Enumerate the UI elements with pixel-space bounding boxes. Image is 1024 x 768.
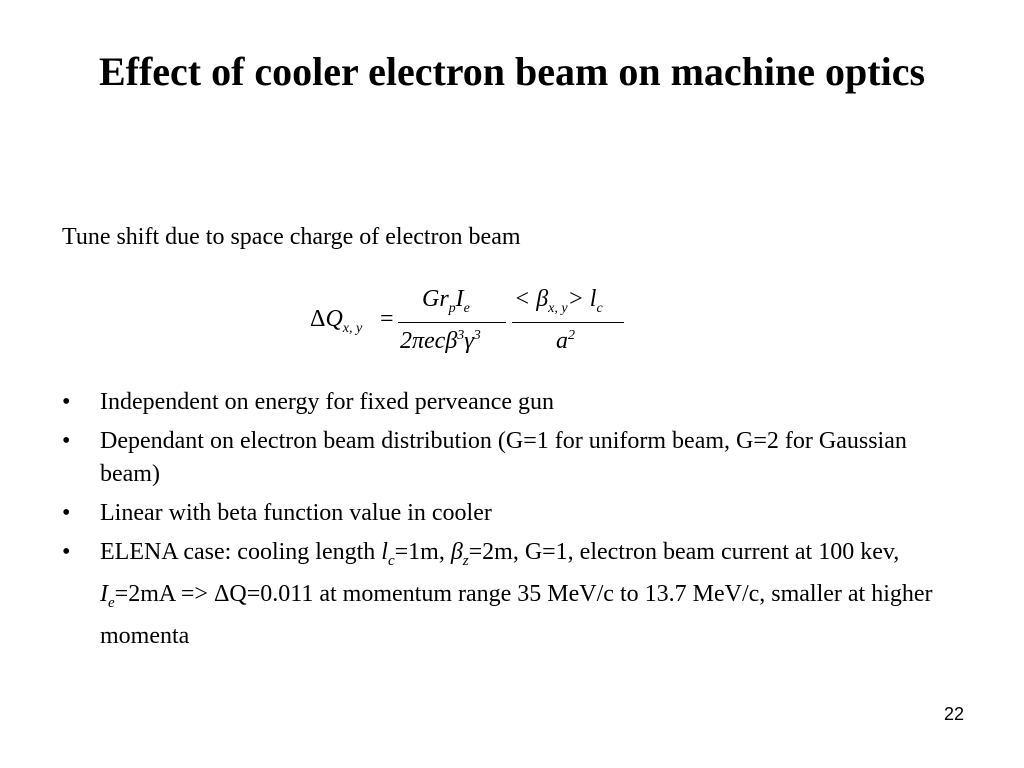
bullet-text: Dependant on electron beam distribution (G=1 for uniform beam, G=2 for Gaussian beam) [100,428,907,487]
bullet-text: Independent on energy for fixed perveance gun [100,389,555,415]
formula-q: Q [325,306,343,332]
elena-text-1: ELENA case: cooling length [100,539,382,565]
elena-beta-sub: z [462,552,469,569]
elena-l: l [381,539,388,565]
formula-numerator-1 [422,286,470,317]
bullet-text-elena [100,539,933,649]
bullet-item [62,386,962,419]
formula-den1-b: γ [464,328,474,354]
elena-i-sub: e [108,594,115,611]
elena-l-sub: c [387,552,395,569]
elena-text-3: =2m, G=1, electron beam current at 100 kev, [468,539,900,565]
bullet-item [62,497,962,530]
formula-num1-b: I [455,286,464,312]
formula-num2-sub: x, y [548,300,568,316]
bullet-marker: • [62,428,71,454]
bullet-marker: • [62,500,71,526]
fraction-bar-1 [398,322,506,323]
bullet-list [62,386,962,659]
formula-lhs [310,306,362,337]
formula-den1-a: 2πecβ [400,328,458,354]
page-number: 22 [943,704,964,724]
formula-equals: = [380,306,394,332]
formula-den1-sup2: 3 [473,328,481,343]
bullet-marker: • [62,539,71,565]
bullet-marker: • [62,389,71,415]
formula-num1-sub2: e [463,300,470,316]
formula-denominator-2 [556,328,575,355]
elena-beta: β [450,539,463,565]
bullet-item [62,536,962,653]
elena-i: I [100,580,108,607]
formula-denominator-1 [400,328,481,355]
bullet-item [62,425,962,491]
formula-num2-sub2: c [596,300,603,316]
formula-den2-a: a [556,328,568,354]
intro-text: Tune shift due to space charge of electron beam [62,224,521,250]
bullet-text: Linear with beta function value in cooler [100,500,492,526]
formula-den2-sup: 2 [568,328,575,343]
slide-title: Effect of cooler electron beam on machine optics [98,49,926,94]
elena-text-2: =1m, [394,539,451,565]
tune-shift-formula [310,282,640,362]
formula-delta: Δ [310,306,326,332]
formula-num2-a: < β [514,286,549,312]
formula-num1-a: Gr [422,286,449,312]
formula-num1-sub: p [448,300,456,316]
formula-numerator-2 [514,286,603,317]
formula-den1-sup: 3 [457,328,465,343]
formula-num2-b: > l [567,286,597,312]
formula-lhs-sub: x, y [342,320,363,336]
elena-text-4: =2mA => ΔQ=0.011 at momentum range 35 MeV/c to 13.7 MeV/c, smaller at higher momenta [100,580,933,649]
fraction-bar-2 [512,322,624,323]
